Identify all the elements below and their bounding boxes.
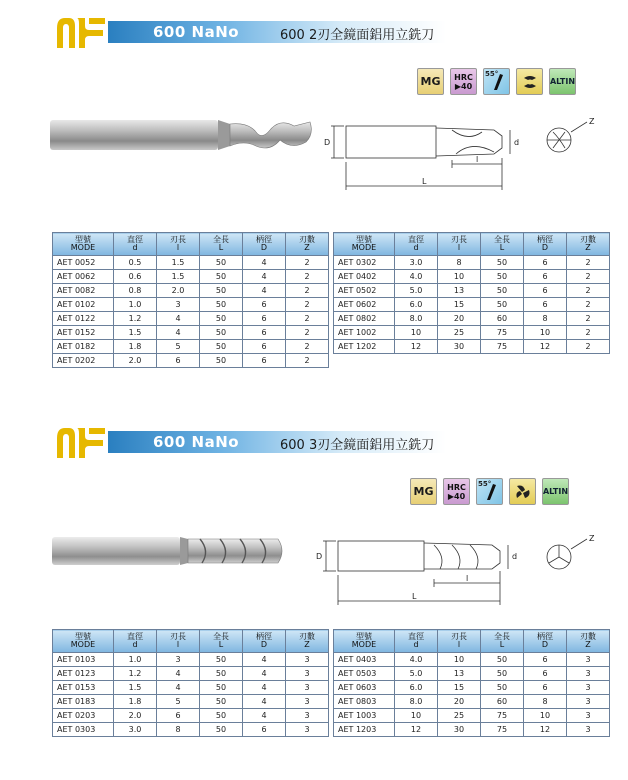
column-header: 柄徑 D: [524, 233, 567, 256]
value-cell: 2: [567, 270, 610, 284]
column-header: 柄徑 D: [243, 233, 286, 256]
value-cell: 6: [524, 298, 567, 312]
column-header: 全長 L: [481, 630, 524, 653]
flute-count-icon: [509, 478, 536, 505]
helix-angle-badge: 55°: [476, 478, 503, 505]
value-cell: 60: [481, 695, 524, 709]
value-cell: 3.0: [114, 723, 157, 737]
table-row: [334, 695, 610, 709]
model-cell: AET 0603: [334, 681, 395, 695]
helix-angle-badge: 55°: [483, 68, 510, 95]
value-cell: 10: [524, 709, 567, 723]
nf-logo: [55, 14, 107, 50]
value-cell: 4: [243, 270, 286, 284]
value-cell: 50: [481, 681, 524, 695]
value-cell: 1.8: [114, 340, 157, 354]
value-cell: 1.5: [114, 681, 157, 695]
value-cell: 4: [243, 681, 286, 695]
column-header: 型號 MODE: [53, 233, 114, 256]
model-cell: AET 0202: [53, 354, 114, 368]
column-header: 全長 L: [481, 233, 524, 256]
value-cell: 3: [567, 667, 610, 681]
model-cell: AET 0503: [334, 667, 395, 681]
table-row: [334, 298, 610, 312]
model-cell: AET 0103: [53, 653, 114, 667]
value-cell: 3: [286, 667, 329, 681]
value-cell: 50: [200, 667, 243, 681]
model-cell: AET 0302: [334, 256, 395, 270]
model-cell: AET 0182: [53, 340, 114, 354]
value-cell: 3: [286, 723, 329, 737]
value-cell: 50: [481, 667, 524, 681]
model-cell: AET 0102: [53, 298, 114, 312]
table-row: [53, 340, 329, 354]
table-row: [334, 256, 610, 270]
feature-badges: [410, 478, 569, 505]
value-cell: 50: [200, 298, 243, 312]
spec-table-right-2-flute: [333, 232, 610, 354]
table-row: [53, 653, 329, 667]
value-cell: 50: [481, 298, 524, 312]
value-cell: 5.0: [395, 284, 438, 298]
value-cell: 6: [243, 340, 286, 354]
value-cell: 50: [200, 354, 243, 368]
column-header: 刃長 l: [438, 233, 481, 256]
value-cell: 2: [567, 312, 610, 326]
column-header: 柄徑 D: [243, 630, 286, 653]
value-cell: 1.2: [114, 667, 157, 681]
flute-count-icon: [516, 68, 543, 95]
value-cell: 3: [567, 723, 610, 737]
value-cell: 12: [395, 340, 438, 354]
value-cell: 1.5: [114, 326, 157, 340]
value-cell: 6: [524, 653, 567, 667]
column-header: 全長 L: [200, 233, 243, 256]
value-cell: 0.5: [114, 256, 157, 270]
value-cell: 0.6: [114, 270, 157, 284]
value-cell: 3: [567, 695, 610, 709]
value-cell: 2: [286, 340, 329, 354]
spec-table-left-2-flute: [52, 232, 329, 368]
value-cell: 5: [157, 340, 200, 354]
column-header: 型號 MODE: [53, 630, 114, 653]
value-cell: 50: [200, 681, 243, 695]
value-cell: 50: [200, 326, 243, 340]
end-view-2-flute: [533, 112, 599, 168]
table-row: [334, 709, 610, 723]
value-cell: 25: [438, 709, 481, 723]
table-row: [334, 312, 610, 326]
value-cell: 12: [395, 723, 438, 737]
table-header-row: [53, 233, 329, 256]
value-cell: 2: [286, 298, 329, 312]
table-header-row: [334, 233, 610, 256]
model-cell: AET 1203: [334, 723, 395, 737]
table-row: [53, 709, 329, 723]
value-cell: 2: [567, 298, 610, 312]
table-row: [334, 340, 610, 354]
value-cell: 2: [286, 354, 329, 368]
value-cell: 10: [438, 270, 481, 284]
svg-text:d: d: [512, 552, 518, 561]
value-cell: 50: [481, 284, 524, 298]
table-row: [53, 326, 329, 340]
column-header: 刃長 l: [438, 630, 481, 653]
value-cell: 4.0: [395, 270, 438, 284]
value-cell: 2: [567, 326, 610, 340]
table-row: [53, 354, 329, 368]
table-row: [334, 284, 610, 298]
value-cell: 4.0: [395, 653, 438, 667]
value-cell: 50: [481, 256, 524, 270]
table-header-row: [53, 630, 329, 653]
value-cell: 4: [243, 653, 286, 667]
value-cell: 10: [395, 326, 438, 340]
table-row: [334, 326, 610, 340]
mg-badge: MG: [410, 478, 437, 505]
value-cell: 4: [243, 284, 286, 298]
value-cell: 4: [243, 695, 286, 709]
value-cell: 6: [524, 270, 567, 284]
column-header: 刃數 Z: [286, 233, 329, 256]
value-cell: 2.0: [114, 354, 157, 368]
svg-text:D: D: [316, 552, 323, 561]
value-cell: 6.0: [395, 298, 438, 312]
title-banner: [108, 431, 628, 453]
value-cell: 5: [157, 695, 200, 709]
title-banner: [108, 21, 628, 43]
model-cell: AET 0123: [53, 667, 114, 681]
dimension-drawing-3-flute: [316, 529, 526, 613]
altin-coating-badge: ALTIN: [542, 478, 569, 505]
value-cell: 8: [157, 723, 200, 737]
value-cell: 13: [438, 667, 481, 681]
value-cell: 25: [438, 326, 481, 340]
svg-text:D: D: [324, 138, 331, 147]
mg-badge: MG: [417, 68, 444, 95]
hrc-badge: HRC ▶40: [450, 68, 477, 95]
value-cell: 2.0: [157, 284, 200, 298]
value-cell: 50: [481, 653, 524, 667]
value-cell: 6: [524, 256, 567, 270]
value-cell: 30: [438, 723, 481, 737]
product-subtitle: 600 3刃全鏡面鋁用立銑刀: [280, 438, 435, 453]
column-header: 刃數 Z: [567, 233, 610, 256]
table-header-row: [334, 630, 610, 653]
value-cell: 1.0: [114, 298, 157, 312]
value-cell: 6: [157, 354, 200, 368]
value-cell: 13: [438, 284, 481, 298]
table-row: [53, 723, 329, 737]
value-cell: 10: [524, 326, 567, 340]
value-cell: 3: [286, 709, 329, 723]
value-cell: 3: [286, 653, 329, 667]
value-cell: 6: [243, 723, 286, 737]
value-cell: 10: [438, 653, 481, 667]
altin-coating-badge: ALTIN: [549, 68, 576, 95]
svg-text:l: l: [466, 574, 469, 583]
column-header: 刃長 l: [157, 233, 200, 256]
value-cell: 50: [200, 709, 243, 723]
table-row: [53, 256, 329, 270]
value-cell: 20: [438, 312, 481, 326]
value-cell: 50: [200, 256, 243, 270]
svg-text:L: L: [412, 592, 417, 601]
value-cell: 3: [286, 681, 329, 695]
model-cell: AET 0402: [334, 270, 395, 284]
model-cell: AET 0803: [334, 695, 395, 709]
value-cell: 6: [243, 354, 286, 368]
column-header: 刃長 l: [157, 630, 200, 653]
value-cell: 2: [286, 312, 329, 326]
value-cell: 30: [438, 340, 481, 354]
value-cell: 4: [243, 667, 286, 681]
spec-table-right-3-flute: [333, 629, 610, 737]
value-cell: 0.8: [114, 284, 157, 298]
value-cell: 4: [157, 326, 200, 340]
svg-text:d: d: [514, 138, 520, 147]
value-cell: 1.8: [114, 695, 157, 709]
value-cell: 3: [157, 298, 200, 312]
table-row: [53, 312, 329, 326]
value-cell: 2: [286, 270, 329, 284]
value-cell: 75: [481, 709, 524, 723]
dimension-drawing-2-flute: [322, 112, 528, 202]
table-row: [334, 681, 610, 695]
svg-text:l: l: [476, 155, 479, 164]
value-cell: 6.0: [395, 681, 438, 695]
value-cell: 4: [243, 256, 286, 270]
svg-text:Z: Z: [589, 117, 595, 126]
value-cell: 2: [567, 256, 610, 270]
table-row: [53, 681, 329, 695]
model-cell: AET 0183: [53, 695, 114, 709]
model-cell: AET 1202: [334, 340, 395, 354]
table-row: [334, 653, 610, 667]
model-cell: AET 0152: [53, 326, 114, 340]
table-row: [334, 667, 610, 681]
nf-logo: [55, 424, 107, 460]
model-cell: AET 0052: [53, 256, 114, 270]
value-cell: 2: [286, 326, 329, 340]
value-cell: 5.0: [395, 667, 438, 681]
value-cell: 50: [200, 653, 243, 667]
product-title: 600 NaNo: [153, 23, 240, 41]
model-cell: AET 0062: [53, 270, 114, 284]
product-subtitle: 600 2刃全鏡面鋁用立銑刀: [280, 28, 435, 43]
value-cell: 3: [567, 709, 610, 723]
product-title: 600 NaNo: [153, 433, 240, 451]
column-header: 直徑 d: [395, 233, 438, 256]
value-cell: 3: [567, 653, 610, 667]
value-cell: 8: [438, 256, 481, 270]
value-cell: 4: [157, 681, 200, 695]
value-cell: 12: [524, 340, 567, 354]
value-cell: 6: [524, 284, 567, 298]
value-cell: 3: [286, 695, 329, 709]
value-cell: 6: [524, 667, 567, 681]
table-row: [53, 667, 329, 681]
value-cell: 2: [567, 340, 610, 354]
value-cell: 2: [286, 284, 329, 298]
value-cell: 6: [524, 681, 567, 695]
table-row: [53, 695, 329, 709]
value-cell: 15: [438, 681, 481, 695]
value-cell: 1.5: [157, 270, 200, 284]
value-cell: 10: [395, 709, 438, 723]
value-cell: 4: [243, 709, 286, 723]
value-cell: 6: [243, 298, 286, 312]
value-cell: 1.5: [157, 256, 200, 270]
column-header: 直徑 d: [114, 233, 157, 256]
column-header: 型號 MODE: [334, 233, 395, 256]
value-cell: 50: [200, 270, 243, 284]
model-cell: AET 0082: [53, 284, 114, 298]
value-cell: 50: [200, 695, 243, 709]
column-header: 型號 MODE: [334, 630, 395, 653]
column-header: 全長 L: [200, 630, 243, 653]
spec-table-left-3-flute: [52, 629, 329, 737]
value-cell: 8.0: [395, 695, 438, 709]
value-cell: 3: [157, 653, 200, 667]
column-header: 刃數 Z: [286, 630, 329, 653]
value-cell: 1.2: [114, 312, 157, 326]
value-cell: 50: [200, 312, 243, 326]
value-cell: 3: [567, 681, 610, 695]
table-row: [53, 270, 329, 284]
column-header: 直徑 d: [114, 630, 157, 653]
endmill-photo-2-flute: [48, 108, 316, 162]
value-cell: 2.0: [114, 709, 157, 723]
value-cell: 75: [481, 326, 524, 340]
model-cell: AET 1002: [334, 326, 395, 340]
svg-text:L: L: [422, 177, 427, 186]
model-cell: AET 0303: [53, 723, 114, 737]
value-cell: 50: [481, 270, 524, 284]
value-cell: 60: [481, 312, 524, 326]
model-cell: AET 0122: [53, 312, 114, 326]
value-cell: 50: [200, 723, 243, 737]
table-row: [334, 723, 610, 737]
value-cell: 6: [243, 312, 286, 326]
value-cell: 20: [438, 695, 481, 709]
svg-text:Z: Z: [589, 534, 595, 543]
table-row: [334, 270, 610, 284]
value-cell: 75: [481, 340, 524, 354]
value-cell: 8: [524, 312, 567, 326]
table-row: [53, 298, 329, 312]
value-cell: 12: [524, 723, 567, 737]
value-cell: 6: [157, 709, 200, 723]
hrc-badge: HRC ▶40: [443, 478, 470, 505]
section-3-flute: [0, 413, 628, 780]
model-cell: AET 0153: [53, 681, 114, 695]
value-cell: 6: [243, 326, 286, 340]
value-cell: 15: [438, 298, 481, 312]
feature-badges: [417, 68, 576, 95]
value-cell: 4: [157, 312, 200, 326]
value-cell: 2: [286, 256, 329, 270]
column-header: 直徑 d: [395, 630, 438, 653]
value-cell: 50: [200, 284, 243, 298]
table-row: [53, 284, 329, 298]
model-cell: AET 0802: [334, 312, 395, 326]
column-header: 柄徑 D: [524, 630, 567, 653]
value-cell: 8: [524, 695, 567, 709]
value-cell: 50: [200, 340, 243, 354]
column-header: 刃數 Z: [567, 630, 610, 653]
value-cell: 8.0: [395, 312, 438, 326]
model-cell: AET 1003: [334, 709, 395, 723]
model-cell: AET 0502: [334, 284, 395, 298]
model-cell: AET 0403: [334, 653, 395, 667]
endmill-photo-3-flute: [50, 525, 290, 577]
model-cell: AET 0203: [53, 709, 114, 723]
value-cell: 75: [481, 723, 524, 737]
end-view-3-flute: [535, 529, 601, 585]
model-cell: AET 0602: [334, 298, 395, 312]
value-cell: 4: [157, 667, 200, 681]
value-cell: 3.0: [395, 256, 438, 270]
value-cell: 1.0: [114, 653, 157, 667]
value-cell: 2: [567, 284, 610, 298]
